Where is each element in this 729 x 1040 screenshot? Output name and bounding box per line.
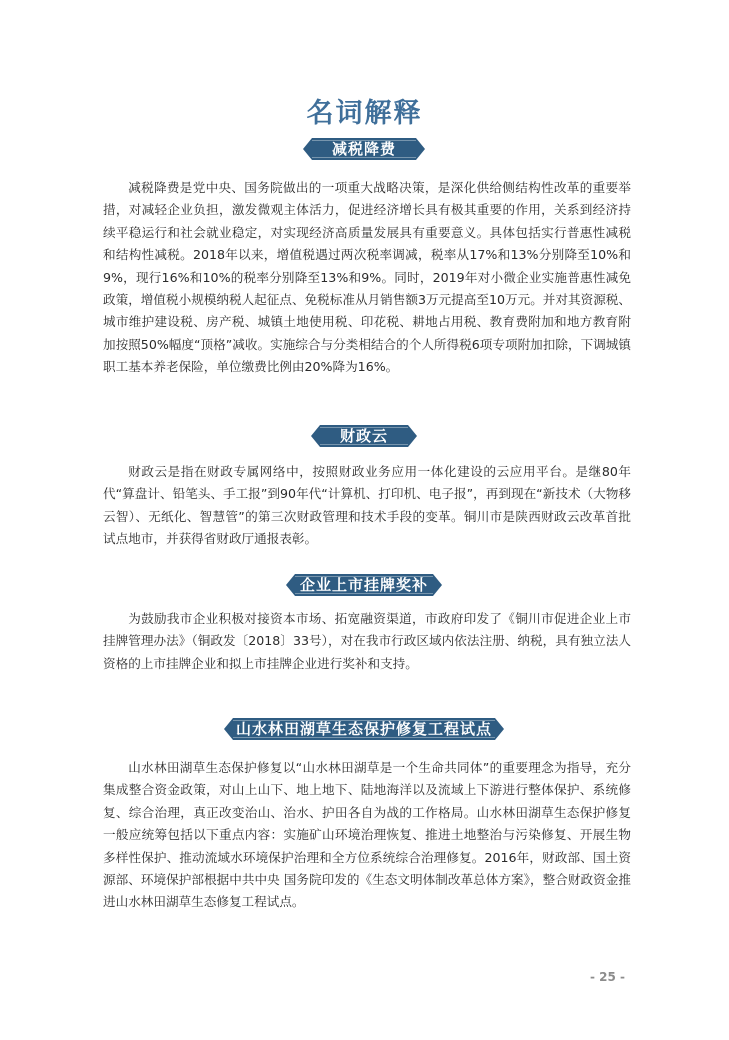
section-heading-listing-subsidy [295,574,433,596]
section-heading-label: 企业上市挂牌奖补 [299,576,428,594]
section-heading-finance-cloud [320,425,408,447]
section-body-tax-reduction: 减税降费是党中央、国务院做出的一项重大战略决策，是深化供给侧结构性改革的重要举措，对减轻企业负担，激发微观主体活力，促进经济增长具有极其重要的作用，关系到经济持续平稳运行和社会就业稳定，对实现经济高质量发展具有重要意义。具体包括实行普惠性减税和结构性减税。2018年以来，增值税遇过两次税率调减，税率从17%和13%分别降至10%和9%，现行16%和10%的税率分别降至13%和9%。同时，2019年对小微企业实施普惠性减免政策，增值税小规模纳税人起征点、免税标准从月销售额3万元提高至10万元。并对其资源税、城市维护建设税、房产税、城镇土地使用税、印花税、耕地占用税、教育费附加和地方教育附加按照50%幅度“顶格”减收。实施综合与分类相结合的个人所得税6项专项附加扣除，下调城镇职工基本养老保险，单位缴费比例由20%降为16%。 [103,180,631,375]
section-heading-tax-reduction [312,138,416,160]
section-body-listing-subsidy: 为鼓励我市企业积极对接资本市场、拓宽融资渠道，市政府印发了《铜川市促进企业上市挂牌管理办法》（铜政发〔2018〕33号），对在我市行政区域内依法注册、纳税，具有独立法人资格的上市挂牌企业和拟上市挂牌企业进行奖补和支持。 [103,611,631,671]
section-heading-label: 减税降费 [331,140,396,158]
page-title: 名词解释 [306,98,423,129]
section-heading-label: 山水林田湖草生态保护修复工程试点 [235,720,492,738]
section-body-finance-cloud: 财政云是指在财政专属网络中，按照财政业务应用一体化建设的云应用平台。是继80年代“算盘计、铅笔头、手工报”到90年代“计算机、打印机、电子报”，再到现在“新技术（大物移云智）、无纸化、智慧管”的第三次财政管理和技术手段的变革。铜川市是陕西财政云改革首批试点地市，并获得省财政厅通报表彰。 [103,464,631,547]
section-heading-label: 财政云 [339,427,388,445]
section-body-ecological-restoration: 山水林田湖草生态保护修复以“山水林田湖草是一个生命共同体”的重要理念为指导，充分集成整合资金政策，对山上山下、地上地下、陆地海洋以及流域上下游进行整体保护、系统修复、综合治理，真正改变治山、治水、护田各自为战的工作格局。山水林田湖草生态保护修复一般应统筹包括以下重点内容：实施矿山环境治理恢复、推进土地整治与污染修复、开展生物多样性保护、推动流域水环境保护治理和全方位系统综合治理修复。2016年，财政部、国土资源部、环境保护部根据中共中央 国务院印发的《生态文明体制改革总体方案》，整合财政资金推进山水林田湖草生态修复工程试点。 [103,760,631,910]
page-number: - 25 - [589,970,625,984]
section-heading-ecological-restoration [233,718,495,740]
